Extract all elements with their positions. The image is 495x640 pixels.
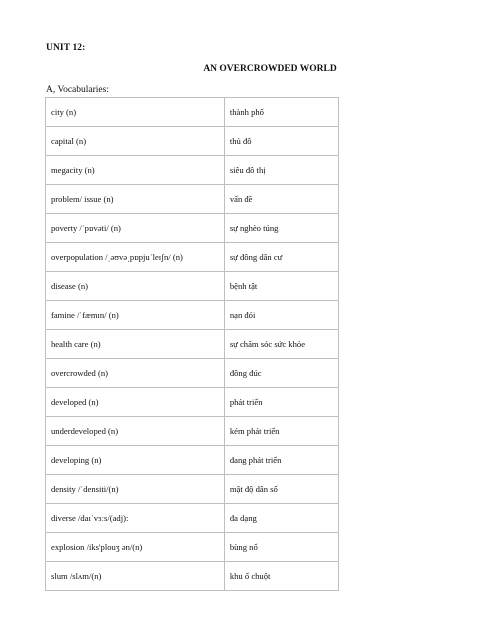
vocab-term: megacity (n) [46,156,225,185]
vocab-meaning: siêu đô thị [224,156,338,185]
unit-heading: UNIT 12: [46,43,86,53]
page-title: AN OVERCROWDED WORLD [203,64,337,74]
table-row [46,272,339,301]
vocab-term: poverty /ˈpɒvəti/ (n) [46,214,225,243]
vocab-term: slum /slʌm/(n) [46,562,225,591]
vocab-meaning: khu ổ chuột [224,562,338,591]
vocab-meaning: đông đúc [224,359,338,388]
vocab-term: health care (n) [46,330,225,359]
vocab-meaning: sự đông dân cư [224,243,338,272]
table-row [46,359,339,388]
table-row [46,475,339,504]
vocab-meaning: sự nghèo túng [224,214,338,243]
vocab-meaning: thành phố [224,98,338,127]
vocab-meaning: đa dạng [224,504,338,533]
table-row [46,417,339,446]
vocab-term: disease (n) [46,272,225,301]
table-row [46,98,339,127]
vocab-meaning: bệnh tật [224,272,338,301]
table-row [46,446,339,475]
table-row [46,562,339,591]
vocab-meaning: kém phát triển [224,417,338,446]
table-row [46,388,339,417]
vocab-meaning: thủ đô [224,127,338,156]
section-label: A, Vocabularies: [46,85,109,95]
vocab-term: density /ˈdensiti/(n) [46,475,225,504]
table-row [46,504,339,533]
vocab-term: explosion /iks'plouʒ ən/(n) [46,533,225,562]
vocab-term: famine /ˈfæmɪn/ (n) [46,301,225,330]
vocab-meaning: phát triển [224,388,338,417]
vocab-meaning: vấn đề [224,185,338,214]
vocab-term: problem/ issue (n) [46,185,225,214]
vocab-term: underdeveloped (n) [46,417,225,446]
table-row [46,185,339,214]
vocab-term: overpopulation /ˌəʊvəˌpɒpjuˈleɪʃn/ (n) [46,243,225,272]
vocab-term: developing (n) [46,446,225,475]
vocab-meaning: sự chăm sóc sức khỏe [224,330,338,359]
table-row [46,156,339,185]
vocab-meaning: nạn đói [224,301,338,330]
table-row [46,330,339,359]
vocab-term: city (n) [46,98,225,127]
vocab-meaning: đang phát triển [224,446,338,475]
vocab-meaning: bùng nổ [224,533,338,562]
vocab-term: developed (n) [46,388,225,417]
table-row [46,301,339,330]
vocab-term: diverse /daɪˈvɜːs/(adj): [46,504,225,533]
vocab-term: overcrowded (n) [46,359,225,388]
vocab-meaning: mật độ dân số [224,475,338,504]
vocabulary-table [45,97,339,591]
table-row [46,533,339,562]
vocab-term: capital (n) [46,127,225,156]
table-row [46,243,339,272]
table-row [46,214,339,243]
table-row [46,127,339,156]
